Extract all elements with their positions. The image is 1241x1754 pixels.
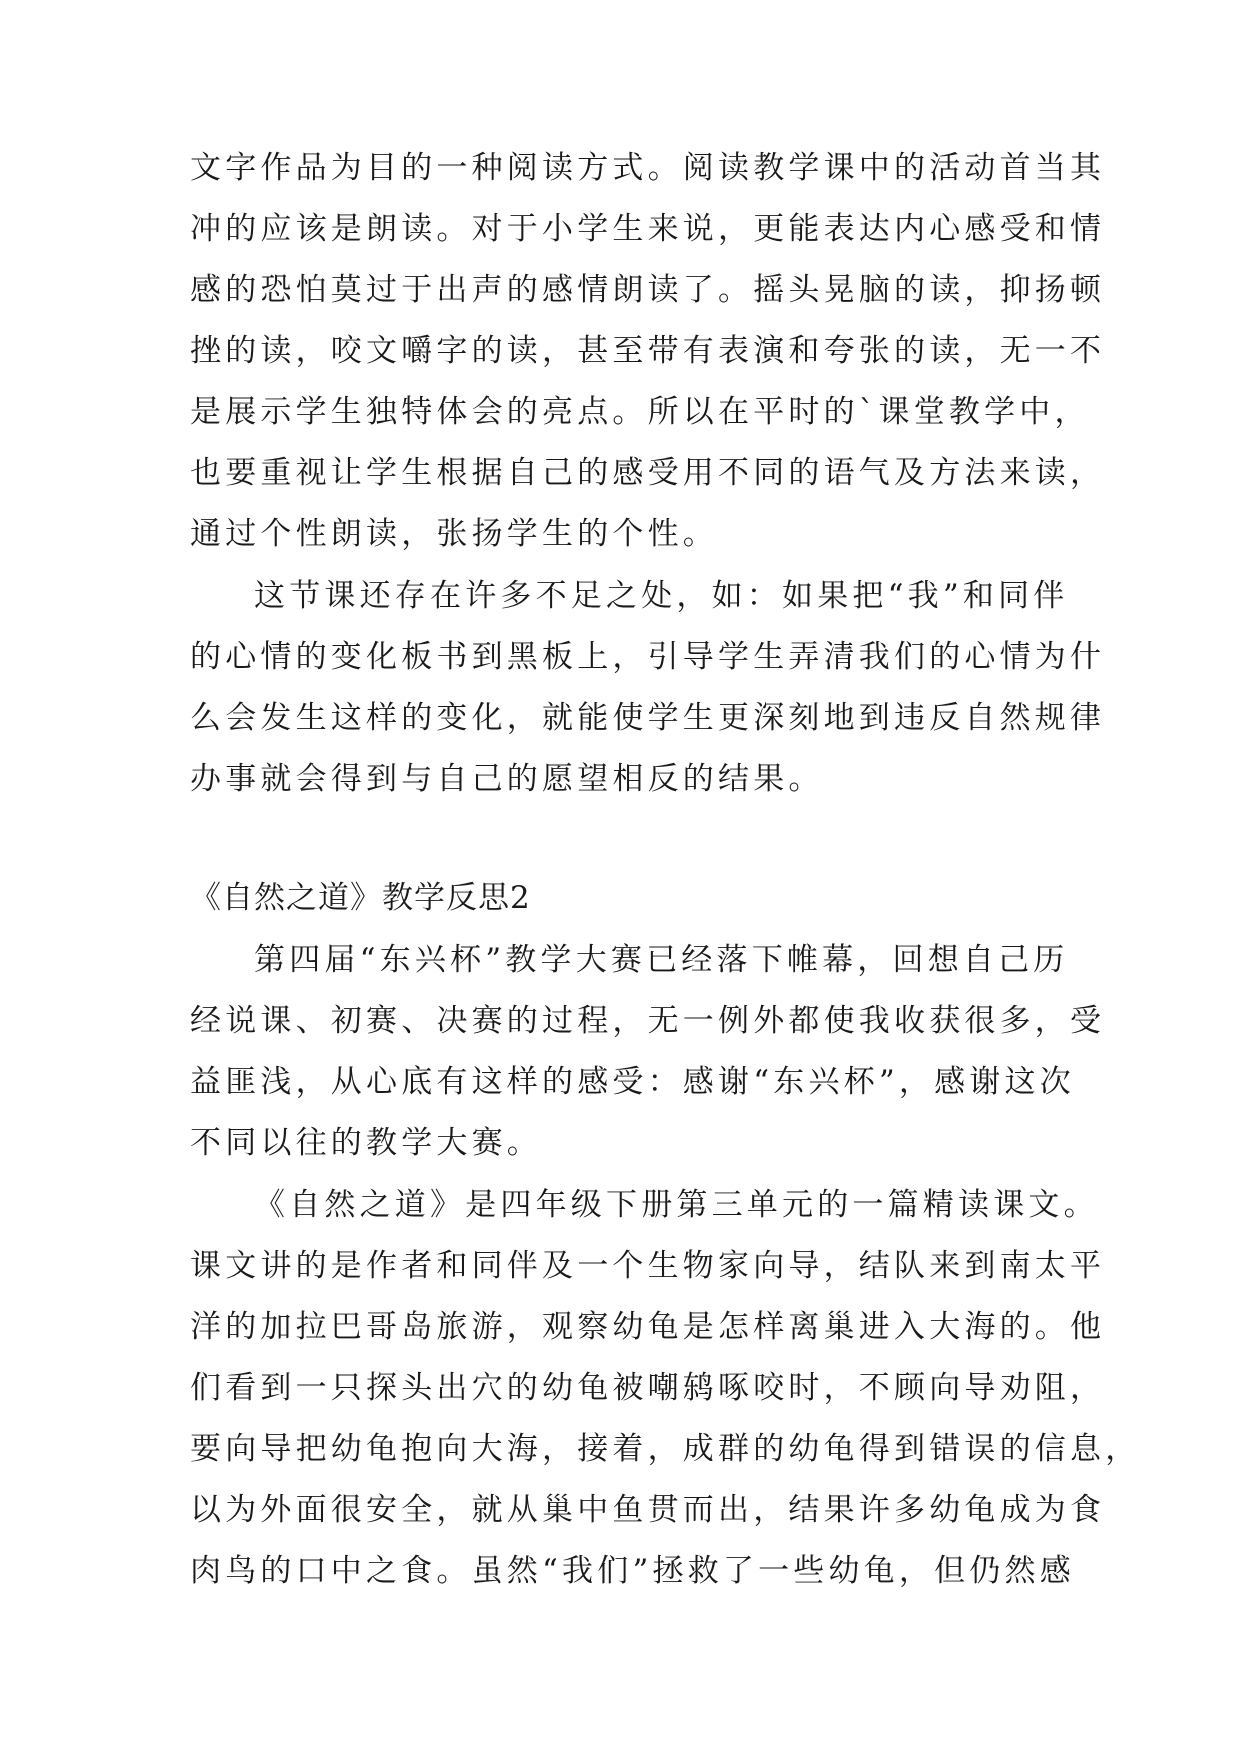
para2-line-3: 么会发生这样的变化，就能使学生更深刻地到违反自然规律 [190, 700, 1106, 736]
para1-line-7: 通过个性朗读，张扬学生的个性。 [190, 516, 718, 552]
para4-line-2: 课文讲的是作者和同伴及一个生物家向导，结队来到南太平 [190, 1248, 1106, 1284]
para1-line-1: 文字作品为目的一种阅读方式。阅读教学课中的活动首当其 [190, 150, 1106, 186]
para4-line-6: 以为外面很安全，就从巢中鱼贯而出，结果许多幼龟成为食 [190, 1492, 1106, 1528]
para1-line-2: 冲的应该是朗读。对于小学生来说，更能表达内心感受和情 [190, 211, 1106, 247]
para2-line-2: 的心情的变化板书到黑板上，引导学生弄清我们的心情为什 [190, 639, 1106, 675]
para2-line-1: 这节课还存在许多不足之处，如：如果把“我”和同伴 [254, 578, 1069, 614]
para3-line-2: 经说课、初赛、决赛的过程，无一例外都使我收获很多，受 [190, 1003, 1106, 1039]
para4-line-7: 肉鸟的口中之食。虽然“我们”拯救了一些幼龟，但仍然感 [190, 1553, 1075, 1589]
para3-line-1: 第四届“东兴杯”教学大赛已经落下帷幕，回想自己历 [254, 942, 1069, 978]
para1-line-4: 挫的读，咬文嚼字的读，甚至带有表演和夸张的读，无一不 [190, 333, 1106, 369]
para4-line-4: 们看到一只探头出穴的幼龟被嘲鸫啄咬时，不顾向导劝阻， [190, 1370, 1106, 1406]
para1-line-6: 也要重视让学生根据自己的感受用不同的语气及方法来读， [190, 455, 1106, 491]
para3-line-3: 益匪浅，从心底有这样的感受：感谢“东兴杯”，感谢这次 [190, 1064, 1075, 1100]
para4-line-3: 洋的加拉巴哥岛旅游，观察幼龟是怎样离巢进入大海的。他 [190, 1309, 1106, 1345]
para4-line-5: 要向导把幼龟抱向大海，接着，成群的幼龟得到错误的信息， [190, 1431, 1141, 1467]
para1-line-3: 感的恐怕莫过于出声的感情朗读了。摇头晃脑的读，抑扬顿 [190, 272, 1106, 308]
para1-line-5: 是展示学生独特体会的亮点。所以在平时的`课堂教学中， [190, 394, 1090, 430]
section-heading: 《自然之道》教学反思2 [190, 880, 531, 916]
para4-line-1: 《自然之道》是四年级下册第三单元的一篇精读课文。 [254, 1187, 1099, 1223]
para3-line-4: 不同以往的教学大赛。 [190, 1125, 542, 1161]
para2-line-4: 办事就会得到与自己的愿望相反的结果。 [190, 761, 824, 797]
